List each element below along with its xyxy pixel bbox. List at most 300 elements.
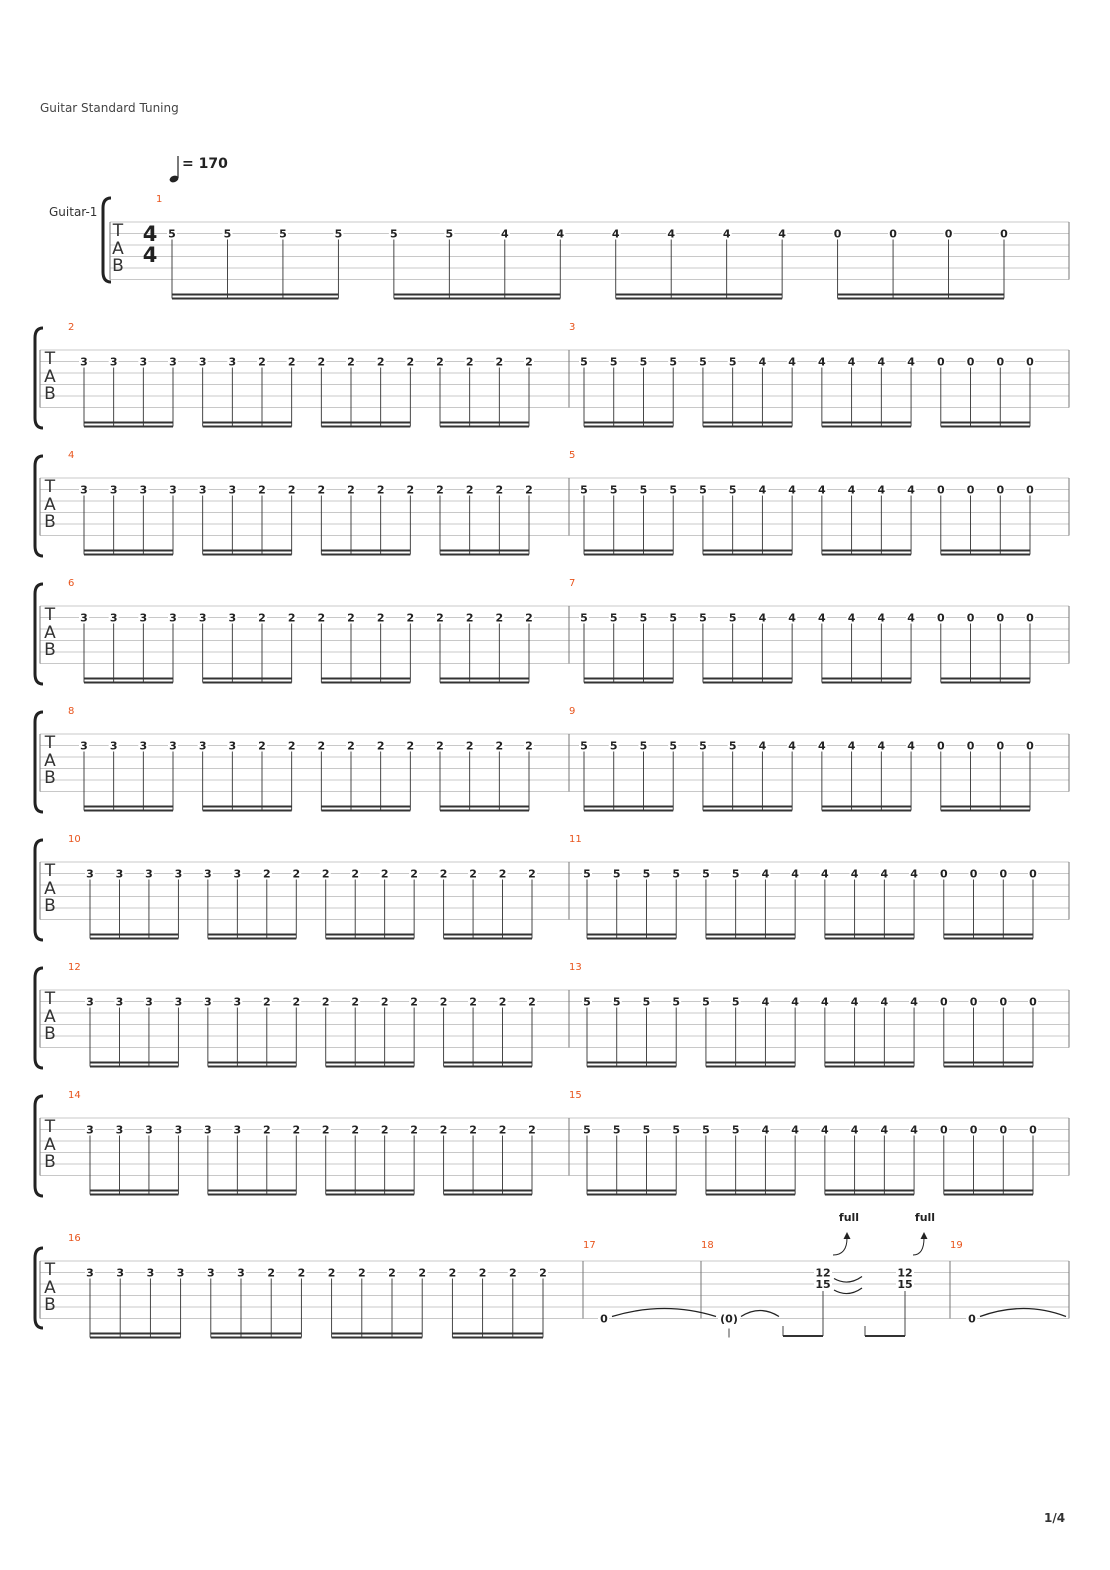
- fret-number: 0: [936, 483, 945, 497]
- fret-number: 5: [639, 739, 648, 753]
- fret-number: 0: [939, 867, 948, 881]
- fret-number: 5: [583, 995, 591, 1009]
- fret-number: 0: [1029, 867, 1037, 881]
- fret-number: 5: [609, 739, 618, 753]
- fret-number: 2: [410, 1123, 418, 1137]
- fret-number: 0: [1026, 611, 1034, 625]
- fret-number: 5: [731, 1123, 740, 1137]
- page-number: 1/4: [1044, 1511, 1066, 1525]
- fret-number: 5: [728, 739, 737, 753]
- fret-number: 3: [228, 611, 237, 625]
- fret-number: 2: [351, 1123, 360, 1137]
- fret-number: 4: [788, 355, 796, 369]
- fret-number: 5: [699, 739, 707, 753]
- fret-number: 5: [731, 867, 740, 881]
- fret-number: 4: [847, 739, 856, 753]
- fret-number: 0: [936, 355, 945, 369]
- fret-number: 15: [897, 1278, 913, 1291]
- fret-number: 4: [758, 355, 767, 369]
- tie-arc: [612, 1309, 716, 1317]
- fret-number: 3: [174, 867, 183, 881]
- fret-number: 5: [445, 227, 454, 241]
- fret-number: 2: [465, 483, 474, 497]
- system-bracket: [35, 968, 43, 1068]
- fret-number: 4: [761, 867, 770, 881]
- fret-number: 2: [469, 1123, 477, 1137]
- fret-number: 4: [847, 355, 856, 369]
- fret-number: 5: [669, 483, 678, 497]
- fret-number: 5: [731, 995, 740, 1009]
- fret-number: 4: [880, 1123, 889, 1137]
- fret-number: 3: [115, 995, 124, 1009]
- fret-number: 5: [702, 995, 710, 1009]
- tab-letter-t: T: [44, 605, 56, 625]
- tempo-marking: = 170: [182, 156, 228, 172]
- measure-number: 19: [950, 1240, 963, 1251]
- fret-number: 3: [109, 355, 118, 369]
- fret-number: 5: [669, 611, 678, 625]
- tab-letter-a: A: [44, 751, 56, 771]
- fret-number: 2: [525, 483, 533, 497]
- fret-number: 0: [939, 1123, 948, 1137]
- tab-letter-t: T: [44, 989, 56, 1009]
- fret-number: 0: [1026, 483, 1034, 497]
- fret-number: 3: [204, 867, 212, 881]
- fret-number: 4: [907, 739, 915, 753]
- fret-number: 3: [198, 355, 207, 369]
- fret-number: 2: [321, 867, 330, 881]
- fret-number: 4: [821, 995, 829, 1009]
- fret-number: 3: [169, 611, 177, 625]
- fret-number: 4: [880, 867, 889, 881]
- fret-number: 5: [702, 867, 710, 881]
- tab-letter-b: B: [44, 512, 56, 532]
- measure-number: 3: [569, 322, 576, 333]
- fret-number: 4: [877, 355, 886, 369]
- fret-number: 2: [528, 995, 536, 1009]
- fret-number: 4: [778, 227, 786, 241]
- bend-arrowhead-icon: [921, 1232, 928, 1239]
- system-bracket: [35, 840, 43, 940]
- fret-number: 3: [145, 867, 153, 881]
- fret-number: 4: [821, 1123, 829, 1137]
- fret-number: 4: [818, 483, 826, 497]
- time-signature-top: 4: [142, 222, 158, 246]
- fret-number: 2: [525, 739, 533, 753]
- fret-number: 5: [672, 867, 681, 881]
- fret-number: 5: [642, 995, 651, 1009]
- measure-number: 7: [569, 578, 576, 589]
- fret-number: 3: [169, 739, 177, 753]
- fret-number: 2: [347, 739, 355, 753]
- fret-number: 2: [351, 995, 360, 1009]
- fret-number: 4: [791, 867, 799, 881]
- measure-number: 11: [569, 834, 582, 845]
- fret-number: 0: [936, 611, 945, 625]
- fret-number: 3: [109, 739, 118, 753]
- fret-number: 2: [287, 355, 296, 369]
- fret-number: 2: [287, 611, 296, 625]
- fret-number: 5: [612, 867, 621, 881]
- fret-number: 3: [233, 867, 242, 881]
- fret-number: 2: [380, 995, 389, 1009]
- fret-number: 2: [317, 355, 326, 369]
- fret-number: 3: [146, 1266, 155, 1280]
- fret-number: 2: [436, 739, 444, 753]
- fret-number: 0: [969, 995, 978, 1009]
- fret-number: 4: [847, 483, 856, 497]
- fret-number: 3: [198, 611, 207, 625]
- fret-number: 2: [262, 1123, 271, 1137]
- fret-number: 5: [334, 227, 343, 241]
- fret-number: 0: [969, 1123, 978, 1137]
- fret-number: 2: [528, 867, 536, 881]
- measure-number: 15: [569, 1090, 582, 1101]
- fret-number: 2: [439, 1123, 448, 1137]
- tab-letter-a: A: [44, 495, 56, 515]
- fret-number: 2: [528, 1123, 536, 1137]
- fret-number: 2: [262, 995, 271, 1009]
- fret-number: 2: [525, 355, 533, 369]
- fret-number: 3: [169, 483, 177, 497]
- fret-number: 3: [115, 1123, 124, 1137]
- fret-number: 4: [907, 611, 915, 625]
- fret-number: 0: [1029, 995, 1037, 1009]
- fret-number: 5: [612, 1123, 621, 1137]
- fret-number: 2: [448, 1266, 457, 1280]
- fret-number: 5: [702, 1123, 710, 1137]
- tab-letter-a: A: [112, 239, 124, 259]
- fret-number: 4: [818, 739, 826, 753]
- fret-number: 3: [206, 1266, 215, 1280]
- fret-number: 2: [258, 483, 266, 497]
- fret-number: 2: [292, 867, 301, 881]
- tab-letter-b: B: [44, 1152, 56, 1172]
- fret-number: 4: [500, 227, 509, 241]
- fret-number: 3: [80, 483, 88, 497]
- fret-number: 3: [80, 739, 88, 753]
- fret-number: 2: [498, 1123, 507, 1137]
- fret-number: 3: [198, 739, 207, 753]
- fret-number: 5: [669, 355, 678, 369]
- fret-number: 0: [999, 867, 1008, 881]
- fret-number: 2: [376, 483, 385, 497]
- fret-number: 2: [321, 995, 330, 1009]
- fret-number: 2: [439, 867, 448, 881]
- tuning-label: Guitar Standard Tuning: [40, 101, 179, 115]
- fret-number: 4: [877, 611, 886, 625]
- fret-number: 2: [498, 867, 507, 881]
- measure-number: 4: [68, 450, 75, 461]
- fret-number: 4: [910, 1123, 918, 1137]
- fret-number: 3: [204, 995, 212, 1009]
- tab-letter-a: A: [44, 1135, 56, 1155]
- fret-number: 3: [228, 739, 237, 753]
- fret-number: 0: [969, 867, 978, 881]
- tab-letter-t: T: [44, 1117, 56, 1137]
- fret-number: 2: [469, 867, 477, 881]
- fret-number: 3: [233, 995, 242, 1009]
- fret-number: 2: [267, 1266, 276, 1280]
- fret-number: 5: [699, 483, 707, 497]
- fret-number: 2: [469, 995, 477, 1009]
- fret-number: 2: [347, 611, 355, 625]
- fret-number: 0: [968, 1312, 976, 1326]
- bend-curve: [913, 1238, 924, 1255]
- bend-arrowhead-icon: [844, 1232, 851, 1239]
- fret-number: 2: [321, 1123, 330, 1137]
- fret-number: 5: [672, 1123, 681, 1137]
- fret-number: 3: [109, 483, 118, 497]
- fret-number: 5: [223, 227, 232, 241]
- fret-number: 0: [1026, 355, 1034, 369]
- fret-number: 2: [465, 355, 474, 369]
- fret-number: 4: [758, 739, 767, 753]
- fret-number: 2: [525, 611, 533, 625]
- fret-number: 5: [639, 355, 648, 369]
- fret-number: 4: [818, 611, 826, 625]
- fret-number: 4: [850, 867, 859, 881]
- fret-number: 2: [439, 995, 448, 1009]
- fret-number: 4: [758, 611, 767, 625]
- tab-letter-t: T: [44, 349, 56, 369]
- bend-label: full: [838, 1211, 860, 1224]
- measure-number: 6: [68, 578, 75, 589]
- fret-number: 4: [880, 995, 889, 1009]
- fret-number: 2: [498, 995, 507, 1009]
- fret-number: 2: [376, 611, 385, 625]
- system-bracket: [35, 456, 43, 556]
- fret-number: (0): [720, 1312, 738, 1326]
- measure-number: 10: [68, 834, 81, 845]
- fret-number: 5: [639, 611, 648, 625]
- fret-number: 3: [204, 1123, 212, 1137]
- fret-number: 3: [139, 483, 148, 497]
- fret-number: 3: [198, 483, 207, 497]
- fret-number: 3: [169, 355, 177, 369]
- measure-number: 1: [156, 194, 163, 205]
- fret-number: 4: [761, 1123, 770, 1137]
- fret-number: 0: [939, 995, 948, 1009]
- fret-number: 3: [145, 1123, 153, 1137]
- fret-number: 3: [228, 483, 237, 497]
- fret-number: 2: [351, 867, 360, 881]
- tab-letter-t: T: [44, 1260, 56, 1280]
- fret-number: 4: [788, 611, 796, 625]
- fret-number: 5: [669, 739, 678, 753]
- fret-number: 2: [436, 483, 444, 497]
- tab-letter-t: T: [44, 733, 56, 753]
- fret-number: 5: [580, 355, 588, 369]
- measure-number: 17: [583, 1240, 596, 1251]
- bend-curve: [833, 1238, 847, 1255]
- tab-letter-b: B: [44, 896, 56, 916]
- fret-number: 0: [1000, 227, 1008, 241]
- fret-number: 5: [609, 355, 618, 369]
- fret-number: 2: [317, 483, 326, 497]
- tab-letter-b: B: [44, 640, 56, 660]
- fret-number: 2: [297, 1266, 306, 1280]
- fret-number: 2: [376, 739, 385, 753]
- fret-number: 0: [936, 739, 945, 753]
- fret-number: 2: [495, 739, 504, 753]
- instrument-name: Guitar-1: [49, 205, 98, 219]
- fret-number: 0: [966, 739, 975, 753]
- fret-number: 4: [850, 995, 859, 1009]
- fret-number: 3: [86, 995, 94, 1009]
- fret-number: 3: [109, 611, 118, 625]
- fret-number: 0: [966, 355, 975, 369]
- fret-number: 2: [410, 867, 418, 881]
- fret-number: 4: [611, 227, 620, 241]
- fret-number: 5: [642, 1123, 651, 1137]
- fret-number: 4: [788, 483, 796, 497]
- system-bracket: [35, 1248, 43, 1328]
- fret-number: 2: [478, 1266, 487, 1280]
- fret-number: 3: [116, 1266, 125, 1280]
- fret-number: 2: [292, 1123, 301, 1137]
- bend-label: full: [914, 1211, 936, 1224]
- fret-number: 5: [609, 483, 618, 497]
- fret-number: 3: [80, 355, 88, 369]
- system-bracket: [35, 328, 43, 428]
- fret-number: 0: [944, 227, 953, 241]
- fret-number: 2: [376, 355, 385, 369]
- tab-letter-b: B: [44, 1295, 56, 1315]
- fret-number: 2: [258, 739, 266, 753]
- system-bracket: [35, 1096, 43, 1196]
- fret-number: 2: [347, 483, 355, 497]
- fret-number: 5: [612, 995, 621, 1009]
- fret-number: 5: [699, 611, 707, 625]
- tab-letter-a: A: [44, 623, 56, 643]
- fret-number: 5: [699, 355, 707, 369]
- fret-number: 4: [761, 995, 770, 1009]
- fret-number: 3: [80, 611, 88, 625]
- fret-number: 2: [465, 611, 474, 625]
- time-signature-bottom: 4: [142, 243, 158, 267]
- fret-number: 2: [258, 611, 266, 625]
- tab-letter-a: A: [44, 1007, 56, 1027]
- fret-number: 2: [406, 355, 415, 369]
- fret-number: 2: [406, 739, 415, 753]
- fret-number: 4: [847, 611, 856, 625]
- fret-number: 0: [889, 227, 897, 241]
- fret-number: 4: [556, 227, 565, 241]
- measure-number: 14: [68, 1090, 81, 1101]
- fret-number: 4: [910, 867, 918, 881]
- tab-letter-t: T: [44, 861, 56, 881]
- tab-letter-a: A: [44, 367, 56, 387]
- fret-number: 5: [580, 483, 588, 497]
- fret-number: 3: [237, 1266, 245, 1280]
- fret-number: 0: [996, 355, 1005, 369]
- fret-number: 3: [86, 867, 94, 881]
- fret-number: 3: [145, 995, 153, 1009]
- fret-number: 4: [791, 1123, 799, 1137]
- fret-number: 4: [667, 227, 676, 241]
- fret-number: 2: [317, 739, 326, 753]
- fret-number: 5: [580, 739, 588, 753]
- fret-number: 2: [287, 739, 296, 753]
- measure-number: 2: [68, 322, 75, 333]
- tab-letter-b: B: [44, 768, 56, 788]
- fret-number: 3: [139, 739, 148, 753]
- fret-number: 2: [508, 1266, 517, 1280]
- measure-number: 8: [68, 706, 75, 717]
- measure-number: 9: [569, 706, 576, 717]
- tie-arc: [834, 1288, 862, 1294]
- fret-number: 0: [966, 611, 975, 625]
- fret-number: 2: [347, 355, 355, 369]
- fret-number: 0: [1026, 739, 1034, 753]
- fret-number: 2: [357, 1266, 366, 1280]
- fret-number: 2: [495, 483, 504, 497]
- fret-number: 4: [907, 483, 915, 497]
- fret-number: 5: [390, 227, 398, 241]
- fret-number: 0: [999, 1123, 1008, 1137]
- fret-number: 2: [258, 355, 266, 369]
- fret-number: 5: [580, 611, 588, 625]
- fret-number: 2: [436, 611, 444, 625]
- fret-number: 2: [388, 1266, 396, 1280]
- measure-number: 12: [68, 962, 81, 973]
- fret-number: 5: [642, 867, 651, 881]
- fret-number: 2: [495, 355, 504, 369]
- fret-number: 2: [539, 1266, 547, 1280]
- fret-number: 5: [609, 611, 618, 625]
- fret-number: 2: [287, 483, 296, 497]
- fret-number: 5: [728, 355, 737, 369]
- fret-number: 4: [850, 1123, 859, 1137]
- fret-number: 15: [815, 1278, 831, 1291]
- fret-number: 4: [877, 483, 886, 497]
- fret-number: 4: [722, 227, 731, 241]
- fret-number: 3: [139, 355, 148, 369]
- fret-number: 4: [788, 739, 796, 753]
- fret-number: 4: [818, 355, 826, 369]
- tab-letter-t: T: [44, 477, 56, 497]
- tab-letter-a: A: [44, 1278, 56, 1298]
- fret-number: 4: [791, 995, 799, 1009]
- fret-number: 0: [996, 739, 1005, 753]
- fret-number: 4: [877, 739, 886, 753]
- fret-number: 2: [436, 355, 444, 369]
- fret-number: 0: [966, 483, 975, 497]
- fret-number: 12: [815, 1266, 831, 1280]
- fret-number: 2: [406, 611, 415, 625]
- fret-number: 3: [174, 995, 183, 1009]
- tab-letter-b: B: [112, 256, 124, 276]
- fret-number: 3: [174, 1123, 183, 1137]
- fret-number: 5: [728, 611, 737, 625]
- fret-number: 3: [228, 355, 237, 369]
- fret-number: 0: [996, 483, 1005, 497]
- fret-number: 12: [897, 1266, 913, 1280]
- tab-letter-a: A: [44, 879, 56, 899]
- system-bracket: [35, 712, 43, 812]
- fret-number: 0: [833, 227, 842, 241]
- measure-number: 5: [569, 450, 576, 461]
- fret-number: 2: [380, 867, 389, 881]
- fret-number: 3: [86, 1266, 94, 1280]
- fret-number: 0: [999, 995, 1008, 1009]
- fret-number: 4: [907, 355, 915, 369]
- fret-number: 2: [380, 1123, 389, 1137]
- fret-number: 0: [1029, 1123, 1037, 1137]
- fret-number: 4: [910, 995, 918, 1009]
- fret-number: 4: [758, 483, 767, 497]
